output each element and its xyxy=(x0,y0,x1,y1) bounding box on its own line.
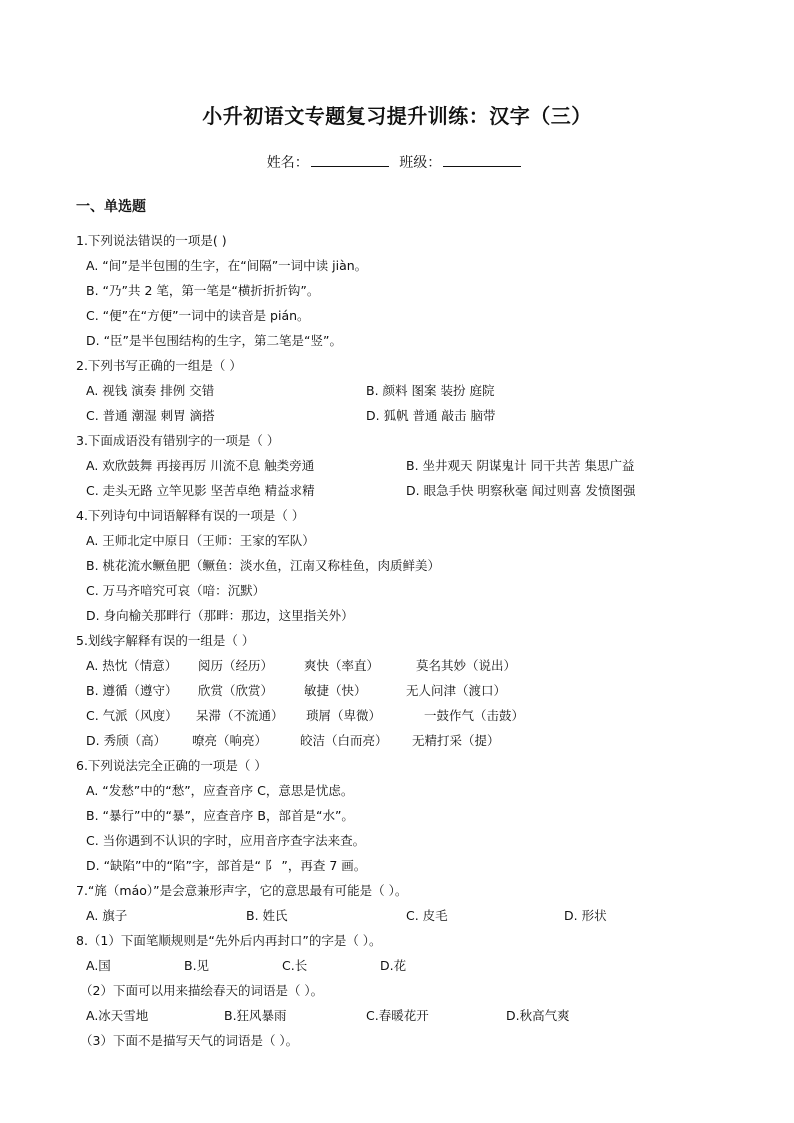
q5-b-item-1: B. 遵循（遵守） xyxy=(86,683,178,698)
question-8-1-option-d: D.花 xyxy=(380,958,407,973)
q5-b-item-4: 无人问津（渡口） xyxy=(406,683,507,698)
question-2-row-1 xyxy=(76,378,736,403)
question-6-option-c: C. 当你遇到不认识的字时，应用音序查字法来查。 xyxy=(86,833,366,848)
question-3-option-c: C. 走头无路 立竿见影 坚苦卓绝 精益求精 xyxy=(86,483,315,498)
q5-b-item-3: 敏捷（快） xyxy=(304,683,367,698)
question-3-stem: 3.下面成语没有错别字的一项是（ ） xyxy=(76,433,280,448)
question-3-option-b: B. 坐井观天 阴谋鬼计 同干共苦 集思广益 xyxy=(406,458,635,473)
page-title: 小升初语文专题复习提升训练：汉字（三） xyxy=(202,104,592,128)
question-8-2-option-a: A.冰天雪地 xyxy=(86,1008,149,1023)
q5-a-item-1: A. 热忱（情意） xyxy=(86,658,178,673)
q5-c-item-3: 琐屑（卑微） xyxy=(306,708,382,723)
question-4-option-a: A. 王师北定中原日（王师：王家的军队） xyxy=(86,533,315,548)
question-1-stem: 1.下列说法错误的一项是( ) xyxy=(76,233,227,248)
question-1-option-a: A. “间”是半包围的生字，在“间隔”一词中读 jiàn。 xyxy=(86,258,368,273)
question-7-option-b: B. 姓氏 xyxy=(246,908,288,923)
question-6-option-b: B. “暴行”中的“暴”，应查音序 B，部首是“水”。 xyxy=(86,808,354,823)
question-7-option-d: D. 形状 xyxy=(564,908,607,923)
question-7-option-c: C. 皮毛 xyxy=(406,908,448,923)
question-5-option-d xyxy=(76,728,736,753)
q5-a-item-4: 莫名其妙（说出） xyxy=(416,658,517,673)
question-8-2-option-c: C.春暖花开 xyxy=(366,1008,429,1023)
q5-a-item-2: 阅历（经历） xyxy=(198,658,274,673)
question-1-option-c: C. “便”在“方便”一词中的读音是 pián。 xyxy=(86,308,310,323)
question-7-options xyxy=(76,903,736,928)
question-5-stem: 5.划线字解释有误的一组是（ ） xyxy=(76,633,255,648)
question-7-stem: 7.“旄（máo）”是会意兼形声字，它的意思最有可能是（ ）。 xyxy=(76,883,408,898)
q5-b-item-2: 欣赏（欣赏） xyxy=(198,683,274,698)
question-3-option-d: D. 眼急手快 明察秋毫 闻过则喜 发愤图强 xyxy=(406,483,636,498)
student-info-line xyxy=(0,152,794,172)
question-5-option-b xyxy=(76,678,736,703)
question-8-1-option-a: A.国 xyxy=(86,958,111,973)
question-8-1-option-c: C.长 xyxy=(282,958,308,973)
class-label: 班级： xyxy=(399,155,442,171)
name-blank[interactable] xyxy=(311,154,389,167)
question-8-3-stem: （3）下面不是描写天气的词语是（ ）。 xyxy=(80,1033,299,1048)
question-2-stem: 2.下列书写正确的一组是（ ） xyxy=(76,358,242,373)
question-4-stem: 4.下列诗句中词语解释有误的一项是（ ） xyxy=(76,508,305,523)
question-7-option-a: A. 旗子 xyxy=(86,908,128,923)
question-1-option-d: D. “臣”是半包围结构的生字，第二笔是“竖”。 xyxy=(86,333,342,348)
question-6-option-d: D. “缺陷”中的“陷”字，部首是“ 阝 ”，再查 7 画。 xyxy=(86,858,367,873)
question-5-option-c xyxy=(76,703,736,728)
q5-d-item-1: D. 秀颀（高） xyxy=(86,733,167,748)
question-2-row-2 xyxy=(76,403,736,428)
question-list xyxy=(76,228,736,1053)
question-2-option-d: D. 狐帆 普通 敲击 脑带 xyxy=(366,408,496,423)
question-6-stem: 6.下列说法完全正确的一项是（ ） xyxy=(76,758,267,773)
question-8-2-stem: （2）下面可以用来描绘春天的词语是（ ）。 xyxy=(80,983,324,998)
q5-c-item-4: 一鼓作气（击鼓） xyxy=(424,708,525,723)
question-4-option-c: C. 万马齐喑究可哀（喑：沉默） xyxy=(86,583,266,598)
name-label: 姓名： xyxy=(266,155,309,171)
question-1-option-b: B. “乃”共 2 笔，第一笔是“横折折折钩”。 xyxy=(86,283,320,298)
question-6-option-a: A. “发愁”中的“愁”，应查音序 C，意思是忧虑。 xyxy=(86,783,354,798)
question-2-option-a: A. 视钱 演奏 排例 交错 xyxy=(86,383,215,398)
question-3-option-a: A. 欢欣鼓舞 再接再厉 川流不息 触类旁通 xyxy=(86,458,315,473)
question-8-2-option-b: B.狂风暴雨 xyxy=(224,1008,287,1023)
q5-c-item-1: C. 气派（风度） xyxy=(86,708,178,723)
question-4-option-d: D. 身向榆关那畔行（那畔：那边，这里指关外） xyxy=(86,608,354,623)
class-blank[interactable] xyxy=(443,154,521,167)
question-8-1-options xyxy=(76,953,736,978)
question-8-1-option-b: B.见 xyxy=(184,958,210,973)
q5-a-item-3: 爽快（率直） xyxy=(304,658,380,673)
q5-d-item-2: 嘹亮（响亮） xyxy=(192,733,268,748)
question-8-2-option-d: D.秋高气爽 xyxy=(506,1008,570,1023)
question-3-row-2 xyxy=(76,478,736,503)
question-8-stem: 8.（1）下面笔顺规则是“先外后内再封口”的字是（ ）。 xyxy=(76,933,382,948)
question-4-option-b: B. 桃花流水鳜鱼肥（鳜鱼：淡水鱼，江南又称桂鱼，肉质鲜美） xyxy=(86,558,441,573)
question-5-option-a xyxy=(76,653,736,678)
question-3-row-1 xyxy=(76,453,736,478)
q5-d-item-4: 无精打采（提） xyxy=(412,733,500,748)
question-2-option-b: B. 颜料 图案 装扮 庭院 xyxy=(366,383,495,398)
q5-c-item-2: 呆滞（不流通） xyxy=(196,708,284,723)
question-2-option-c: C. 普通 潮湿 刺胃 滴搭 xyxy=(86,408,215,423)
q5-d-item-3: 皎洁（白而亮） xyxy=(300,733,388,748)
question-8-2-options xyxy=(76,1003,736,1028)
section-title: 一、单选题 xyxy=(76,199,146,215)
